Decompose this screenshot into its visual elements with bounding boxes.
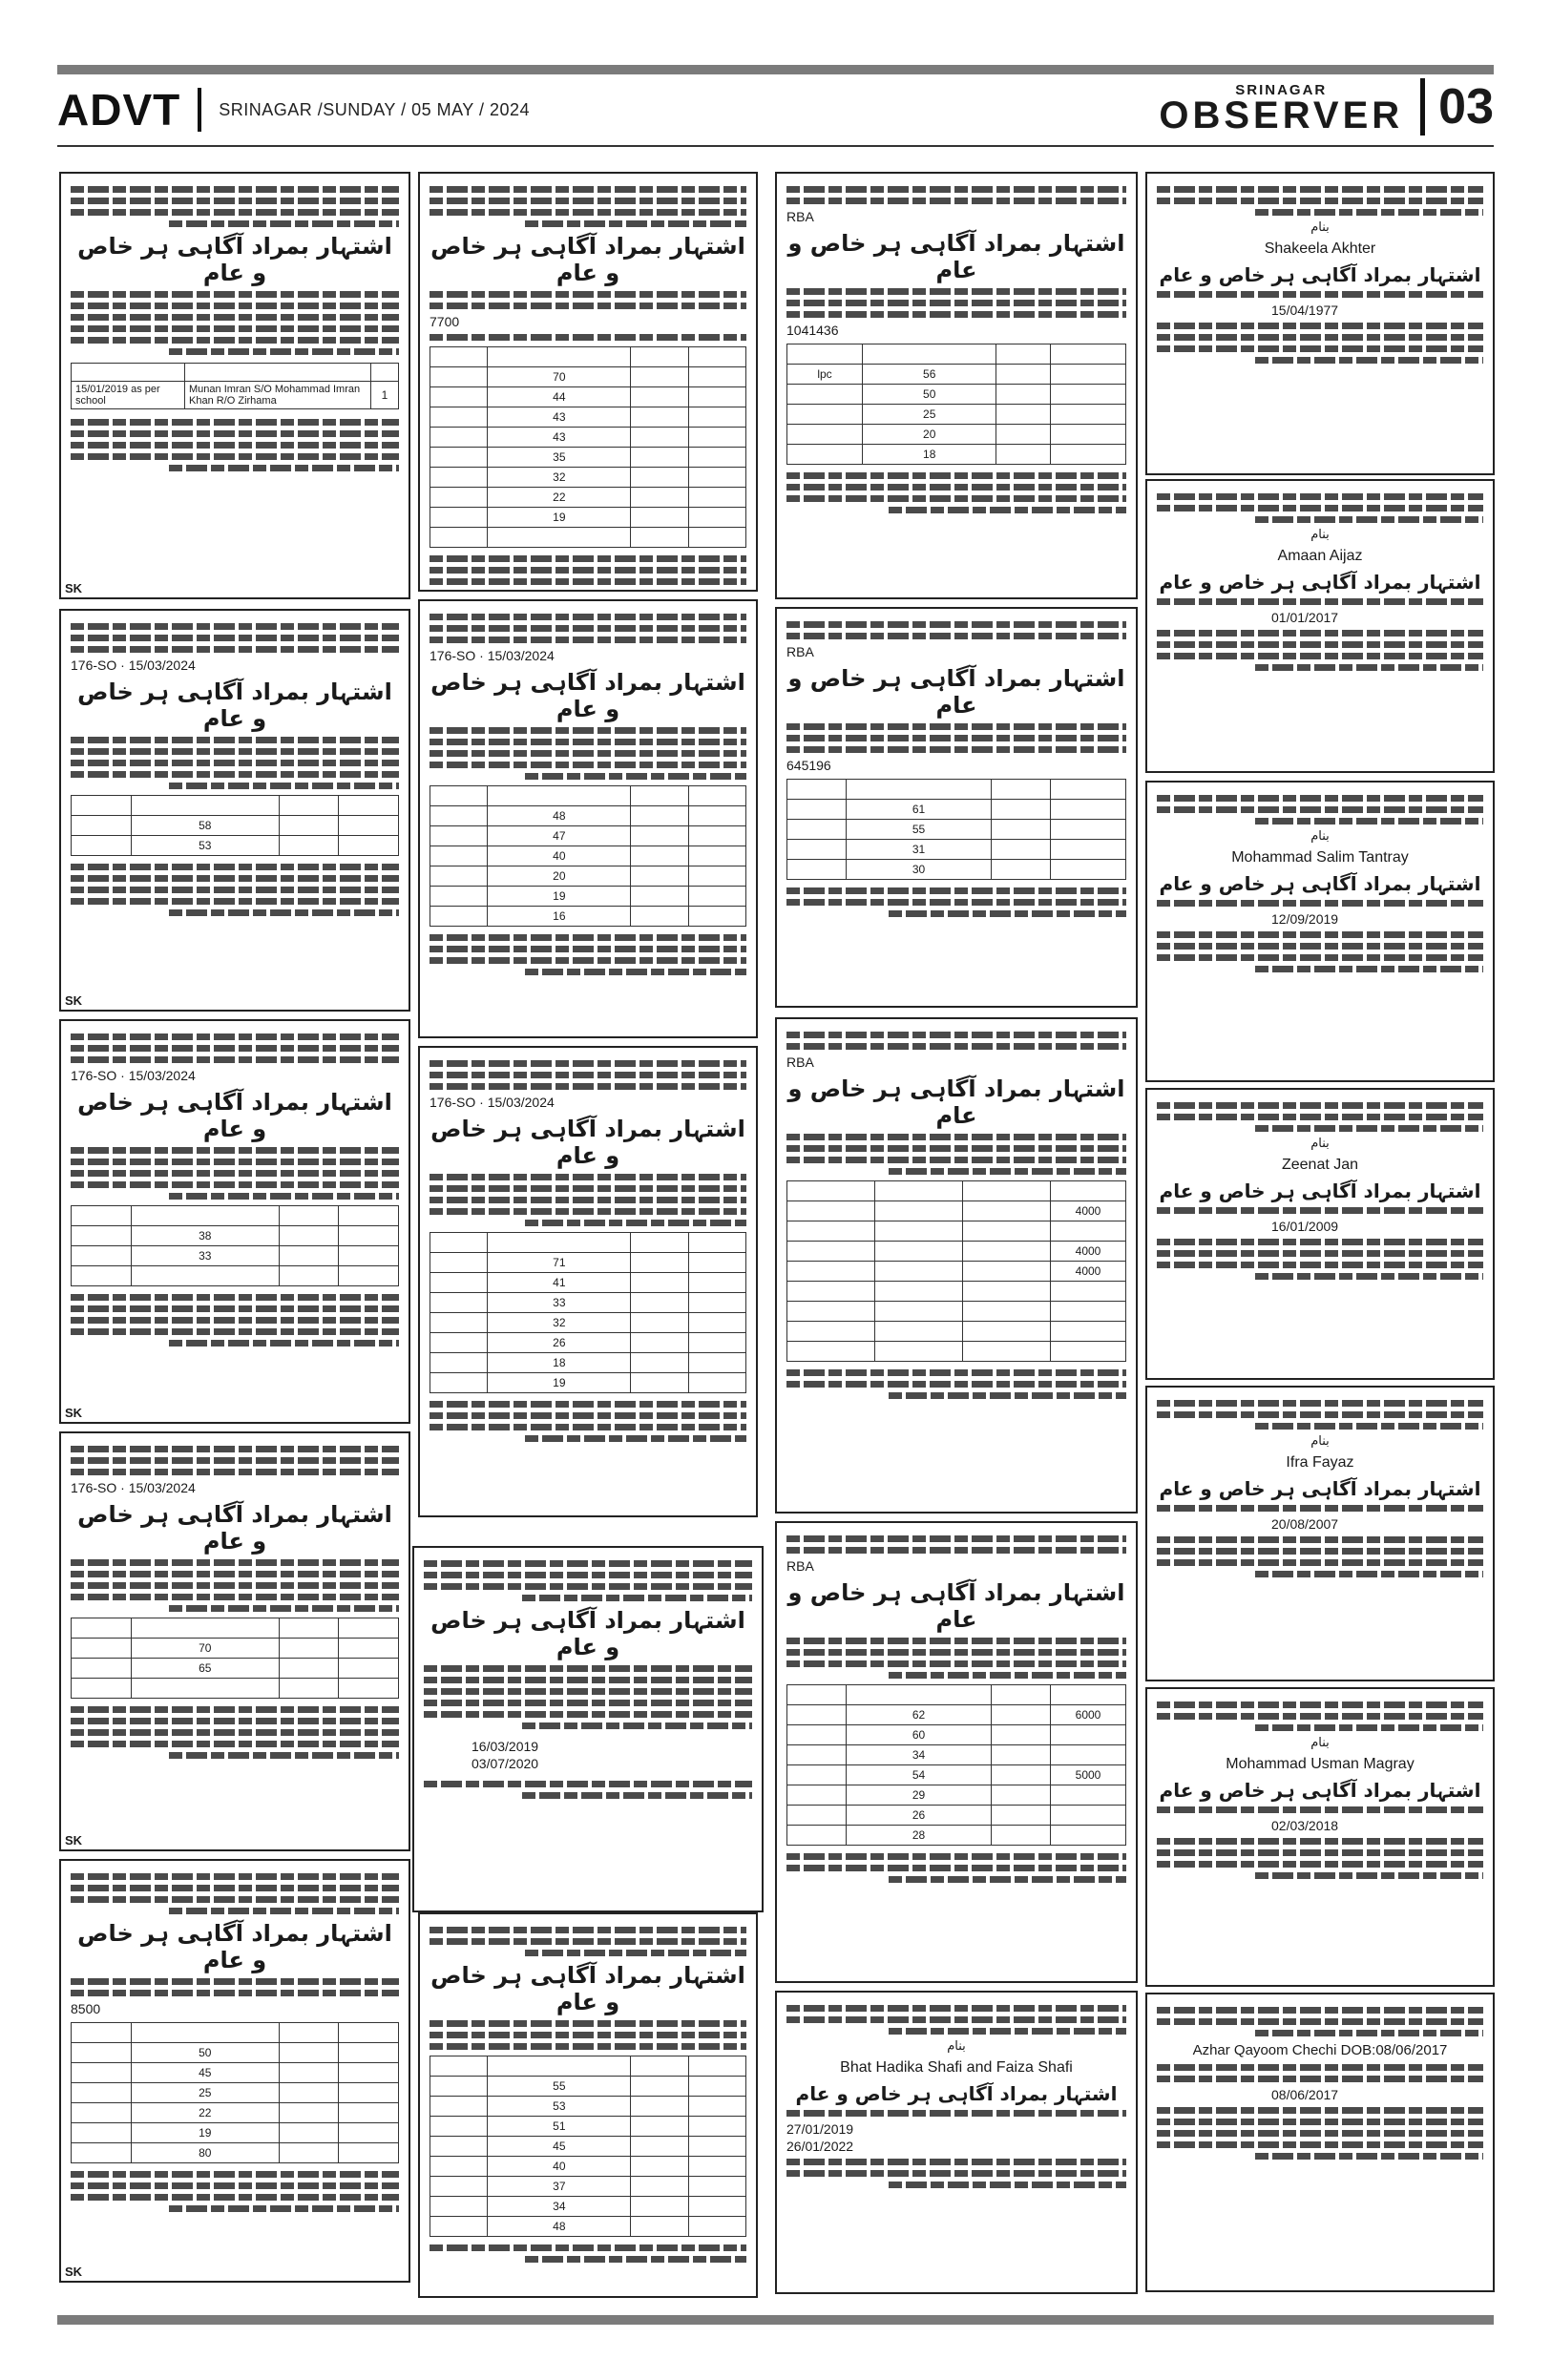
page-header (57, 74, 1494, 143)
dateline: SRINAGAR /SUNDAY / 05 MAY / 2024 (219, 99, 531, 119)
notice-date: 12/09/2019 (1271, 911, 1339, 927)
ad-notice (412, 1546, 764, 1912)
masthead (1159, 78, 1494, 136)
notice-table: 4000 4000 4000 (786, 1180, 1126, 1362)
header-left (57, 84, 530, 136)
notice-person-name: Zeenat Jan (1281, 1157, 1359, 1173)
notice-headline: اشتہار بمراد آگاہی ہر خاص و عام (77, 679, 392, 732)
notice-table: 55 53 51 45 40 37 34 48 (430, 2056, 746, 2237)
notice-table: 6000 62 60 34 5000 54 29 26 28 (786, 1684, 1126, 1846)
header-rule (57, 145, 1494, 147)
notice-amount: 8500 (71, 2001, 101, 2016)
notice-code: RBA (786, 1558, 814, 1574)
addressed-to: بنام (947, 2039, 966, 2054)
notice-ref: 176-SO (71, 1068, 117, 1083)
ad-notice (59, 1859, 410, 2283)
ad-notice (1145, 1386, 1495, 1681)
notice-headline: اشتہار بمراد آگاہی ہر خاص و عام (77, 1089, 392, 1142)
notice-date: 15/03/2024 (487, 1095, 555, 1110)
notice-code: RBA (786, 209, 814, 224)
top-rule (57, 65, 1494, 74)
header-divider (198, 88, 201, 132)
ad-notice (775, 607, 1138, 1008)
notice-headline: اشتہار بمراد آگاہی ہر خاص و عام (77, 1920, 392, 1973)
notice-date: 08/06/2017 (1271, 2087, 1339, 2102)
notice-dob: DOB:08/06/2017 (1340, 2042, 1448, 2058)
notice-headline: اشتہار بمراد آگاہی ہر خاص و عام (77, 1501, 392, 1555)
ad-notice: 176-SO · 15/03/2024 اشتہار بمراد آگاہی ہر خاص و عام 58 53 SK (59, 609, 410, 1012)
table-cell-no: 1 (371, 382, 399, 409)
notice-table: 70 65 (71, 1618, 399, 1699)
notice-date: 15/03/2024 (128, 1480, 196, 1495)
addressed-to: بنام (1310, 220, 1330, 235)
ad-notice: 176-SO · 15/03/2024 اشتہار بمراد آگاہی ہر خاص و عام 71 41 33 32 26 18 19 (418, 1046, 758, 1517)
ad-notice (1145, 172, 1495, 475)
brand-logo (1159, 81, 1404, 136)
ad-notice: 176-SO · 15/03/2024 اشتہار بمراد آگاہی ہر خاص و عام 48 47 40 20 19 16 (418, 599, 758, 1038)
ad-notice (1145, 1088, 1495, 1380)
notice-headline: اشتہار بمراد آگاہی ہر خاص و عام (787, 1075, 1125, 1129)
notice-headline: اشتہار بمراد آگاہی ہر خاص و عام (1159, 1779, 1481, 1802)
table-cell-name: Munan Imran S/O Mohammad Imran Khan R/O Zirhama (185, 382, 371, 409)
ad-notice (775, 1017, 1138, 1514)
notice-date: 20/08/2007 (1271, 1516, 1339, 1532)
notice-headline: اشتہار بمراد آگاہی ہر خاص و عام (430, 1962, 745, 2015)
addressed-to: بنام (1310, 1736, 1330, 1750)
notice-table: 50 45 25 22 19 80 (71, 2022, 399, 2163)
ad-notice: 176-SO · 15/03/2024 اشتہار بمراد آگاہی ہر خاص و عام 70 65 SK (59, 1431, 410, 1851)
signature-code: SK (65, 993, 83, 1008)
notice-headline: اشتہار بمراد آگاہی ہر خاص و عام (1159, 571, 1481, 594)
notice-person-name: Azhar Qayoom Chechi (1192, 2042, 1337, 2058)
notice-headline: اشتہار بمراد آگاہی ہر خاص و عام (1159, 1180, 1481, 1202)
section-title: ADVT (57, 85, 181, 135)
notice-table: 56 lpc 50 25 20 18 (786, 344, 1126, 465)
notice-table: 38 33 (71, 1205, 399, 1286)
notice-headline: اشتہار بمراد آگاہی ہر خاص و عام (1159, 263, 1481, 286)
ad-notice (775, 172, 1138, 599)
ad-notice (775, 1991, 1138, 2294)
notice-headline: اشتہار بمراد آگاہی ہر خاص و عام (787, 665, 1125, 719)
notice-headline: اشتہار بمراد آگاہی ہر خاص و عام (430, 233, 745, 286)
ad-notice (59, 172, 410, 599)
notice-date: 15/03/2024 (487, 648, 555, 663)
signature-code: SK (65, 2265, 83, 2279)
notice-person-name: Shakeela Akhter (1264, 240, 1376, 257)
masthead-divider (1420, 78, 1425, 136)
notice-table: 58 53 (71, 795, 399, 856)
signature-code: SK (65, 1833, 83, 1848)
notice-person-name: Bhat Hadika Shafi and Faiza Shafi (840, 2059, 1073, 2076)
notice-date-1: 16/03/2019 (472, 1739, 539, 1754)
notice-table: 70 44 43 43 35 32 22 19 (430, 346, 746, 548)
table-cell-date: 15/01/2019 as per school (72, 382, 185, 409)
addressed-to: بنام (1310, 528, 1330, 542)
notice-headline: اشتہار بمراد آگاہی ہر خاص و عام (77, 233, 392, 286)
notice-date-1: 27/01/2019 (786, 2121, 854, 2137)
ad-notice (1145, 781, 1495, 1082)
bottom-rule (57, 2315, 1494, 2325)
addressed-to: بنام (1310, 829, 1330, 844)
notice-amount: 7700 (430, 314, 460, 329)
notice-headline: اشتہار بمراد آگاہی ہر خاص و عام (787, 230, 1125, 283)
addressed-to: بنام (1310, 1137, 1330, 1151)
ad-notice (775, 1521, 1138, 1983)
notice-date: 15/03/2024 (128, 658, 196, 673)
signature-code: SK (65, 1406, 83, 1420)
notice-headline: اشتہار بمراد آگاہی ہر خاص و عام (430, 1116, 745, 1169)
ad-notice (1145, 1993, 1495, 2292)
notice-ref: 176-SO (430, 648, 476, 663)
notice-table: 71 41 33 32 26 18 19 (430, 1232, 746, 1393)
notice-person-name: Mohammad Salim Tantray (1231, 849, 1409, 866)
notice-table (71, 363, 399, 409)
notice-amount: 645196 (786, 758, 831, 773)
brand-city: SRINAGAR (1235, 81, 1328, 98)
notice-person-name: Mohammad Usman Magray (1226, 1756, 1415, 1772)
notice-date-2: 03/07/2020 (472, 1756, 539, 1771)
notice-headline: اشتہار بمراد آگاہی ہر خاص و عام (430, 669, 745, 722)
notice-date-2: 26/01/2022 (786, 2139, 854, 2154)
addressed-to: بنام (1310, 1434, 1330, 1449)
brand-name: OBSERVER (1159, 94, 1404, 136)
notice-code: RBA (786, 1054, 814, 1070)
notice-date: 16/01/2009 (1271, 1219, 1339, 1234)
page-number: 03 (1438, 79, 1494, 135)
notice-amount: 1041436 (786, 323, 839, 338)
notice-table: 61 55 31 30 (786, 779, 1126, 880)
notice-date: 15/03/2024 (128, 1068, 196, 1083)
ad-notice: 176-SO · 15/03/2024 اشتہار بمراد آگاہی ہر خاص و عام 38 33 SK (59, 1019, 410, 1424)
notice-person-name: Amaan Aijaz (1277, 548, 1363, 564)
notice-date: 02/03/2018 (1271, 1818, 1339, 1833)
notice-ref: 176-SO (430, 1095, 476, 1110)
notice-date: 01/01/2017 (1271, 610, 1339, 625)
ad-notice (418, 1912, 758, 2298)
signature-code: SK (65, 581, 83, 595)
notice-headline: اشتہار بمراد آگاہی ہر خاص و عام (430, 1607, 745, 1660)
notice-headline: اشتہار بمراد آگاہی ہر خاص و عام (1159, 1477, 1481, 1500)
notice-date: 15/04/1977 (1271, 303, 1339, 318)
notice-headline: اشتہار بمراد آگاہی ہر خاص و عام (1159, 872, 1481, 895)
ad-notice (418, 172, 758, 592)
notice-headline: اشتہار بمراد آگاہی ہر خاص و عام (795, 2082, 1118, 2105)
ad-notice (1145, 1687, 1495, 1987)
notice-headline: اشتہار بمراد آگاہی ہر خاص و عام (787, 1579, 1125, 1633)
ad-notice (1145, 479, 1495, 773)
notice-ref: 176-SO (71, 658, 117, 673)
notice-table: 48 47 40 20 19 16 (430, 785, 746, 927)
notice-person-name: Ifra Fayaz (1286, 1454, 1354, 1471)
notice-code: RBA (786, 644, 814, 659)
notice-ref: 176-SO (71, 1480, 117, 1495)
